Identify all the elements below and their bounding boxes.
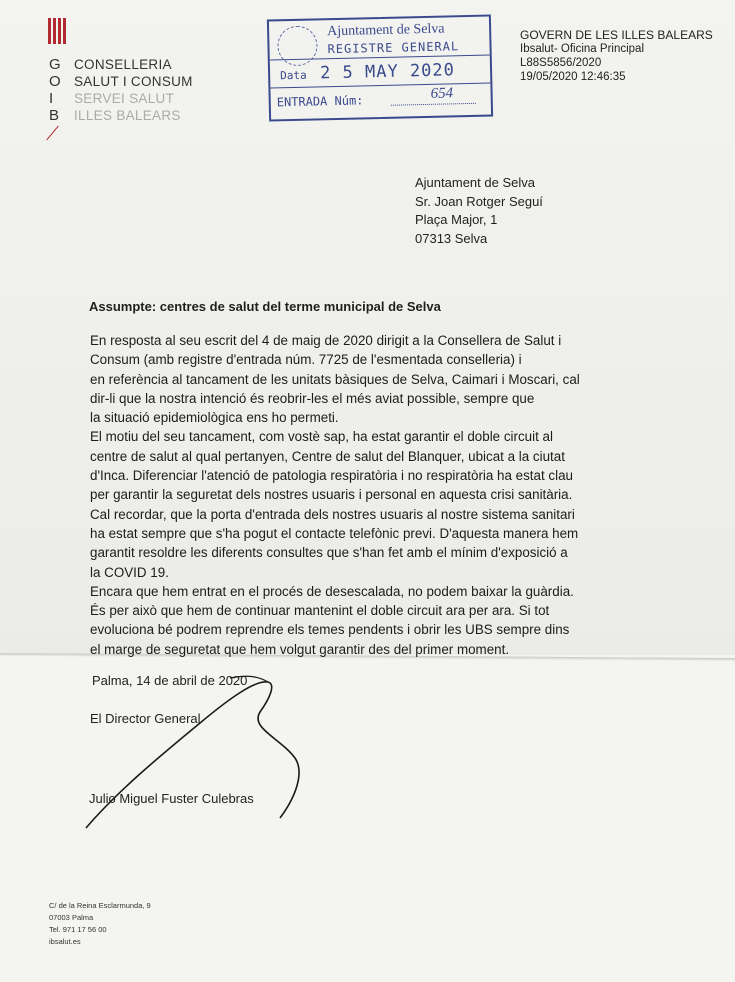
footer-line: Tel. 971 17 56 00 [49, 925, 107, 934]
registry-print [520, 28, 713, 84]
goib-letter: I [49, 90, 54, 107]
stamp-entry-number: 654 [430, 85, 454, 102]
body-line: la COVID 19. [90, 564, 169, 580]
stamp-divider [270, 83, 490, 89]
footer-line: ibsalut.es [49, 937, 81, 946]
place-date: Palma, 14 de abril de 2020 [92, 673, 248, 688]
body-line: dir-li que la nostra intenció és reobrir-les el més aviat possible, sempre que [90, 390, 535, 406]
body-line: centre de salut al qual pertanyen, Centre de salut del Blanquer, ubicat a la ciutat [90, 448, 565, 464]
stamp-entry-label: ENTRADA Núm: [276, 93, 364, 110]
dept-line: SERVEI SALUT [74, 91, 175, 106]
registry-line: Ibsalut- Oficina Principal [520, 43, 644, 55]
dept-line: SALUT I CONSUM [74, 74, 193, 89]
recipient-address [415, 174, 543, 248]
body-line: per garantir la seguretat dels nostres usuaris i personal en aquesta crisi sanitària. [90, 487, 573, 503]
address-line: Plaça Major, 1 [415, 212, 498, 227]
body-line: Cal recordar, que la porta d'entrada dels nostres usuaris al nostre sistema sanitari [90, 506, 575, 522]
body-line: garantit resoldre les diferents consultes que s'han fet amb el mínim d'exposició a [90, 545, 568, 561]
dept-line: ILLES BALEARS [74, 108, 181, 123]
department-name [74, 56, 193, 124]
body-line: en referència al tancament de les unitats bàsiques de Selva, Caimari i Moscari, cal [90, 371, 580, 387]
footer-line: C/ de la Reina Esclarmunda, 9 [49, 901, 151, 910]
body-line: Encara que hem entrat en el procés de desescalada, no podem baixar la guàrdia. [90, 583, 574, 599]
goib-letter: B [49, 107, 60, 124]
goib-letter: G [49, 56, 61, 73]
body-line: És per això que hem de continuar mantenint el doble circuit ara per ara. Si tot [90, 603, 550, 619]
stamp-date-label: Data [280, 68, 307, 83]
letter-body [90, 331, 730, 659]
body-line: El motiu del seu tancament, com vostè sap, ha estat garantir el doble circuit al [90, 429, 553, 445]
address-line: Sr. Joan Rotger Seguí [415, 193, 543, 209]
registry-stamp [267, 14, 493, 121]
goib-letters [49, 56, 61, 124]
footer-line: 07003 Palma [49, 913, 94, 922]
body-line: En resposta al seu escrit del 4 de maig de 2020 dirigit a la Consellera de Salut i [90, 333, 562, 348]
registry-line: L88S5856/2020 [520, 57, 602, 69]
handwritten-signature [80, 668, 310, 838]
body-line: d'Inca. Diferenciar l'atenció de patologia respiratòria i no respiratòria ha estat clau [90, 468, 573, 484]
dept-line: CONSELLERIA [74, 57, 172, 72]
registry-line: 19/05/2020 12:46:35 [520, 71, 626, 83]
footer-address [49, 900, 151, 948]
govern-logo-icon [48, 18, 66, 44]
signer-name: Julio Miguel Fuster Culebras [89, 791, 254, 806]
body-line: el marge de seguretat que hem volgut garantir des del primer moment. [90, 641, 510, 657]
address-line: 07313 Selva [415, 230, 488, 246]
body-line: Consum (amb registre d'entrada núm. 7725 de l'esmentada conselleria) i [90, 352, 522, 368]
goib-letter: O [49, 73, 61, 90]
stamp-subtitle: REGISTRE GENERAL [327, 39, 460, 57]
body-line: la situació epidemiològica ens ho permeti. [90, 410, 339, 426]
body-line: evoluciona bé podrem reprendre els temes pendents i obrir les UBS sempre dins [90, 622, 570, 638]
stamp-title: Ajuntament de Selva [326, 21, 445, 40]
stamp-date: 2 5 MAY 2020 [319, 60, 456, 84]
registry-line: GOVERN DE LES ILLES BALEARS [520, 28, 713, 42]
stamp-entry-underline [391, 103, 476, 106]
letter-subject: Assumpte: centres de salut del terme municipal de Selva [89, 299, 441, 314]
address-line: Ajuntament de Selva [415, 175, 535, 190]
body-line: ha estat sempre que s'ha pogut el contacte telefònic previ. D'aquesta manera hem [90, 525, 579, 541]
signer-role: El Director General [90, 711, 201, 726]
